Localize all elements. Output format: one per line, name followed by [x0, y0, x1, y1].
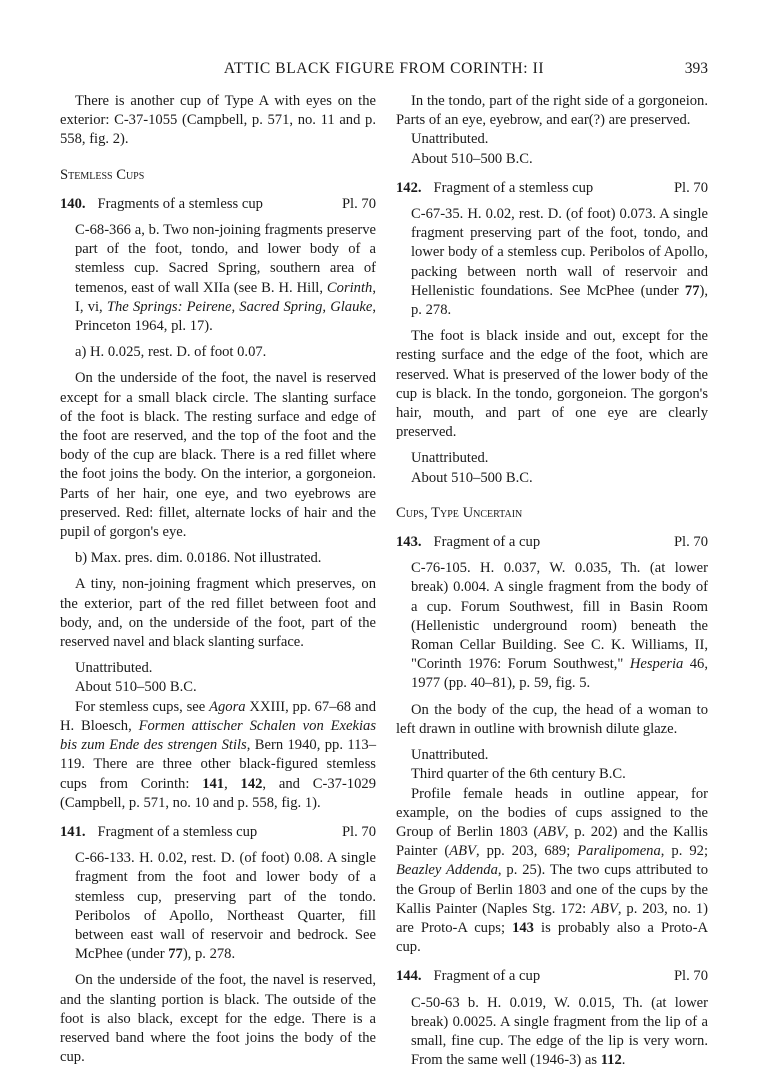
intro-paragraph: There is another cup of Type A with eyes on the exterior: C-37-1055 (Campbell, p. 571, no. 11 and p. 558, fig. 2).	[60, 93, 376, 148]
entry-143-text: On the body of the cup, the head of a woman to left drawn in outline with brownish dilute glaze.	[396, 701, 708, 737]
entry-142-heading	[396, 179, 708, 198]
entry-140-attribution: Unattributed.	[75, 660, 153, 677]
entry-140-fragment-a-dims: a) H. 0.025, rest. D. of foot 0.07.	[75, 344, 267, 361]
entry-title: Fragments of a stemless cup	[97, 195, 263, 212]
entry-number: 144.	[396, 968, 422, 985]
entry-142-attribution: Unattributed.	[411, 450, 489, 467]
entry-141-text: On the underside of the foot, the navel is reserved, and the slanting portion is black. The outside of the foot is also black, except for the edge. There is a reserved band where the foot joins the body of the cup.	[60, 972, 376, 1066]
entry-number: 141.	[60, 823, 86, 840]
entry-title: Fragment of a stemless cup	[433, 179, 594, 196]
entry-140-fragment-a-text: On the underside of the foot, the navel is reserved except for a small black circle. The slanting surface of the foot is black. The resting surface and edge of the foot are reserved, and the top of the foot and the body of the cup are black. There is a red fillet where the foot joins the body. On the interior, a gorgoneion. Parts of her hair, one eye, and two eyebrows are preserved. Red: fillet, alternate locks of hair and the pupil of gorgon's eye.	[60, 370, 376, 541]
plate-reference: Pl. 70	[341, 195, 376, 212]
plate-reference: Pl. 70	[673, 179, 708, 196]
entry-143-attribution: Unattributed.	[411, 747, 489, 764]
entry-140-fragment-b-dims: b) Max. pres. dim. 0.0186. Not illustrated.	[75, 550, 322, 567]
section-heading-stemless-cups: Stemless Cups	[60, 166, 145, 183]
entry-140-date: About 510–500 B.C.	[75, 679, 197, 696]
entry-141-attribution: Unattributed.	[411, 131, 489, 148]
entry-140-fragment-b-text: A tiny, non-joining fragment which preserves, on the exterior, part of the red fillet between foot and body, and, on the underside of the foot, part of the reserved navel and black slanting surface.	[60, 576, 376, 651]
entry-140-description: C-68-366 a, b. Two non-joining fragments preserve part of the foot, tondo, and lower body of a stemless cup. Sacred Spring, southern area of temenos, east of wall XIIa (see B. H. Hill, Corinth, I, vi, The Springs: Peirene, Sacred Spring, Glauke, Princeton 1964, pl. 17).	[75, 222, 376, 335]
right-column	[396, 92, 708, 1070]
entry-143-note: Profile female heads in outline appear, for example, on the bodies of cups assigned to the Group of Berlin 1803 (ABV, p. 202) and the Kallis Painter (ABV, pp. 203, 689; Paralipomena, p. 92; Beazley Addenda, p. 25). The two cups attributed to the Group of Berlin 1803 and one of the cups by the Kallis Painter (Naples Stg. 172: ABV, p. 203, no. 1) are Proto-A cups; 143 is probably also a Proto-A cup.	[396, 785, 709, 956]
entry-143-date: Third quarter of the 6th century B.C.	[411, 766, 626, 783]
left-column	[60, 92, 376, 1067]
entry-140-heading	[60, 195, 376, 214]
entry-141-date: About 510–500 B.C.	[411, 150, 533, 167]
entry-142-description: C-67-35. H. 0.02, rest. D. (of foot) 0.073. A single fragment preserving part of the foot, tondo, and lower body of a stemless cup. Peribolos of Apollo, packing between north wall of reservoir and Hellenistic foundations. See McPhee (under 77), p. 278.	[411, 206, 708, 319]
entry-140-note: For stemless cups, see Agora XXIII, pp. 67–68 and H. Bloesch, Formen attischer Schalen von Exekias bis zum Ende des strengen Stils, Bern 1940, pp. 113–119. There are three other black-figured stemless cups from Corinth: 141, 142, and C-37-1029 (Campbell, p. 571, no. 10 and p. 558, fig. 1).	[60, 698, 377, 811]
page-number: 393	[684, 60, 708, 77]
entry-144-description: C-50-63 b. H. 0.019, W. 0.015, Th. (at lower break) 0.0025. A single fragment from the lip of a small, fine cup. The edge of the lip is very worn. From the same well (1946-3) as 112.	[411, 994, 708, 1069]
entry-141-description: C-66-133. H. 0.02, rest. D. (of foot) 0.08. A single fragment from the foot and lower body of a stemless cup, preserving part of the tondo. Peribolos of Apollo, Northeast Quarter, fill between east wall of reservoir and bedrock. See McPhee (under 77), p. 278.	[75, 850, 376, 963]
entry-143-heading	[396, 533, 708, 552]
entry-number: 140.	[60, 195, 86, 212]
plate-reference: Pl. 70	[341, 823, 376, 840]
entry-number: 142.	[396, 179, 422, 196]
running-header	[60, 60, 708, 82]
entry-143-description: C-76-105. H. 0.037, W. 0.035, Th. (at lower break) 0.004. A single fragment from the body of a cup. Forum Southwest, fill in Basin Room (Hellenistic underground room) beneath the Roman Cellar Building. See C. K. Williams, II, "Corinth 1976: Forum Southwest," Hesperia 46, 1977 (pp. 40–81), p. 59, fig. 5.	[411, 560, 709, 692]
plate-reference: Pl. 70	[673, 534, 708, 551]
entry-title: Fragment of a cup	[433, 534, 541, 551]
section-heading-cups-type-uncertain: Cups, Type Uncertain	[396, 504, 523, 521]
entry-141-continued-text: In the tondo, part of the right side of a gorgoneion. Parts of an eye, eyebrow, and ear(?) are preserved.	[396, 93, 708, 129]
entry-number: 143.	[396, 534, 422, 551]
entry-142-text: The foot is black inside and out, except for the resting surface and the edge of the foot, which are reserved. What is preserved of the lower body of the cup is black. In the tondo, gorgoneion. The gorgon's hair, mouth, and part of one eye are clearly preserved.	[396, 328, 708, 441]
entry-141-heading	[60, 823, 376, 842]
running-title: ATTIC BLACK FIGURE FROM CORINTH: II	[223, 60, 545, 77]
plate-reference: Pl. 70	[673, 968, 708, 985]
entry-title: Fragment of a cup	[433, 968, 541, 985]
entry-title: Fragment of a stemless cup	[97, 823, 258, 840]
entry-142-date: About 510–500 B.C.	[411, 469, 533, 486]
entry-144-heading	[396, 967, 708, 986]
